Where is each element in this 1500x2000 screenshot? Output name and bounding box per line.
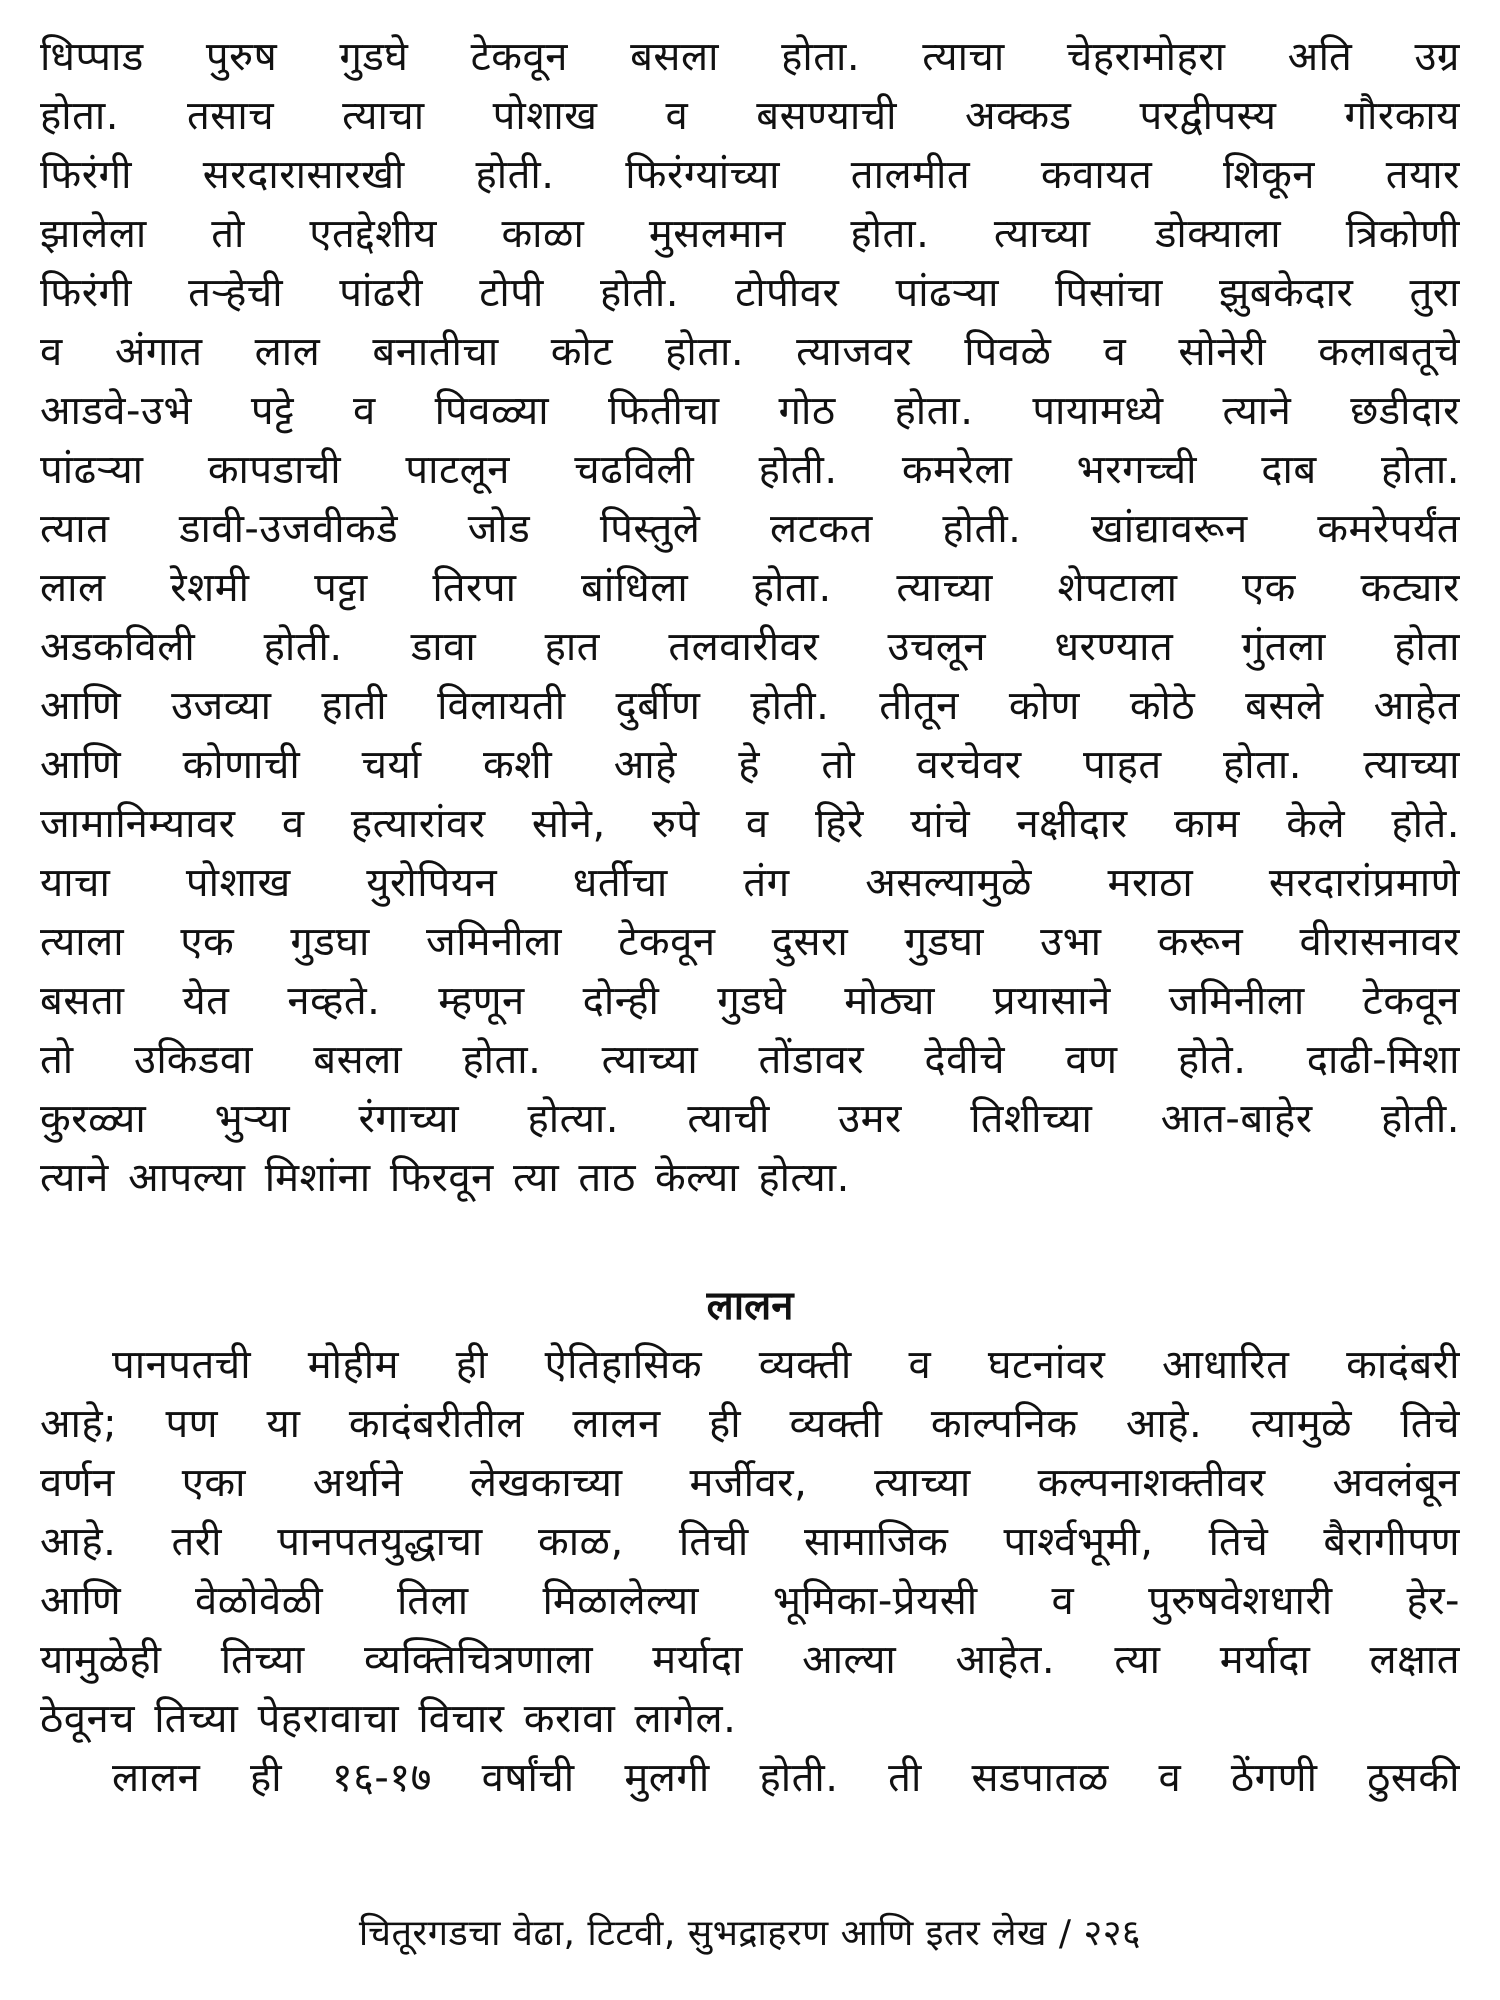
- text-line: आणि उजव्या हाती विलायती दुर्बीण होती. तीतून कोण कोठे बसले आहेत: [40, 683, 1460, 729]
- text-line: आहे; पण या कादंबरीतील लालन ही व्यक्ती काल्पनिक आहे. त्यामुळे तिचे: [40, 1401, 1460, 1447]
- text-line: अडकविली होती. डावा हात तलवारीवर उचलून धरण्यात गुंतला होता: [40, 624, 1460, 670]
- text-line: होता. तसाच त्याचा पोशाख व बसण्याची अक्कड परद्वीपस्य गौरकाय: [40, 93, 1460, 139]
- text-line: आणि कोणाची चर्या कशी आहे हे तो वरचेवर पाहत होता. त्याच्या: [40, 742, 1460, 788]
- lalan-paragraph-2: [40, 1749, 1460, 1808]
- text-line: त्याला एक गुडघा जमिनीला टेकवून दुसरा गुडघा उभा करून वीरासनावर: [40, 919, 1460, 965]
- text-line: तो उकिडवा बसला होता. त्याच्या तोंडावर देवीचे वण होते. दाढी-मिशा: [40, 1037, 1460, 1083]
- text-line: लालन ही १६-१७ वर्षांची मुलगी होती. ती सडपातळ व ठेंगणी ठुसकी: [112, 1755, 1460, 1801]
- text-line: पांढऱ्या कापडाची पाटलून चढविली होती. कमरेला भरगच्ची दाब होता.: [40, 447, 1460, 493]
- text-line: ठेवूनच तिच्या पेहरावाचा विचार करावा लागेल.: [40, 1696, 737, 1742]
- text-line: आडवे-उभे पट्टे व पिवळ्या फितीचा गोठ होता. पायामध्ये त्याने छडीदार: [40, 388, 1460, 434]
- section-heading: लालन: [706, 1283, 794, 1329]
- text-line: आहे. तरी पानपतयुद्धाचा काळ, तिची सामाजिक पार्श्वभूमी, तिचे बैरागीपण: [40, 1519, 1460, 1565]
- text-line: त्यात डावी-उजवीकडे जोड पिस्तुले लटकत होती. खांद्यावरून कमरेपर्यंत: [40, 506, 1460, 552]
- text-line: कुरळ्या भुऱ्या रंगाच्या होत्या. त्याची उमर तिशीच्या आत-बाहेर होती.: [40, 1096, 1460, 1142]
- page-footer: चितूरगडचा वेढा, टिटवी, सुभद्राहरण आणि इतर लेख / २२६: [358, 1913, 1142, 1954]
- text-line: यामुळेही तिच्या व्यक्तिचित्रणाला मर्यादा आल्या आहेत. त्या मर्यादा लक्षात: [40, 1637, 1460, 1683]
- text-line: धिप्पाड पुरुष गुडघे टेकवून बसला होता. त्याचा चेहरामोहरा अति उग्र: [40, 34, 1460, 80]
- text-line: फिरंगी तऱ्हेची पांढरी टोपी होती. टोपीवर पांढऱ्या पिसांचा झुबकेदार तुरा: [40, 270, 1460, 316]
- text-line: जामानिम्यावर व हत्यारांवर सोने, रुपे व हिरे यांचे नक्षीदार काम केले होते.: [40, 801, 1460, 847]
- text-line: फिरंगी सरदारासारखी होती. फिरंग्यांच्या तालमीत कवायत शिकून तयार: [40, 152, 1460, 198]
- text-line: आणि वेळोवेळी तिला मिळालेल्या भूमिका-प्रेयसी व पुरुषवेशधारी हेर-: [40, 1578, 1460, 1624]
- text-line: त्याने आपल्या मिशांना फिरवून त्या ताठ केल्या होत्या.: [40, 1155, 850, 1201]
- body-paragraph-continued: [40, 28, 1460, 1208]
- lalan-paragraph-1: [40, 1336, 1460, 1749]
- text-line: व अंगात लाल बनातीचा कोट होता. त्याजवर पिवळे व सोनेरी कलाबतूचे: [40, 329, 1460, 375]
- text-line: झालेला तो एतद्देशीय काळा मुसलमान होता. त्याच्या डोक्याला त्रिकोणी: [40, 211, 1460, 257]
- text-line: पानपतची मोहीम ही ऐतिहासिक व्यक्ती व घटनांवर आधारित कादंबरी: [112, 1342, 1460, 1388]
- text-line: वर्णन एका अर्थाने लेखकाच्या मर्जीवर, त्याच्या कल्पनाशक्तीवर अवलंबून: [40, 1460, 1460, 1506]
- text-line: लाल रेशमी पट्टा तिरपा बांधिला होता. त्याच्या शेपटाला एक कट्यार: [40, 565, 1460, 611]
- text-line: याचा पोशाख युरोपियन धर्तीचा तंग असल्यामुळे मराठा सरदारांप्रमाणे: [40, 860, 1460, 906]
- text-line: बसता येत नव्हते. म्हणून दोन्ही गुडघे मोठ्या प्रयासाने जमिनीला टेकवून: [40, 978, 1460, 1024]
- document-page: [40, 28, 1460, 1972]
